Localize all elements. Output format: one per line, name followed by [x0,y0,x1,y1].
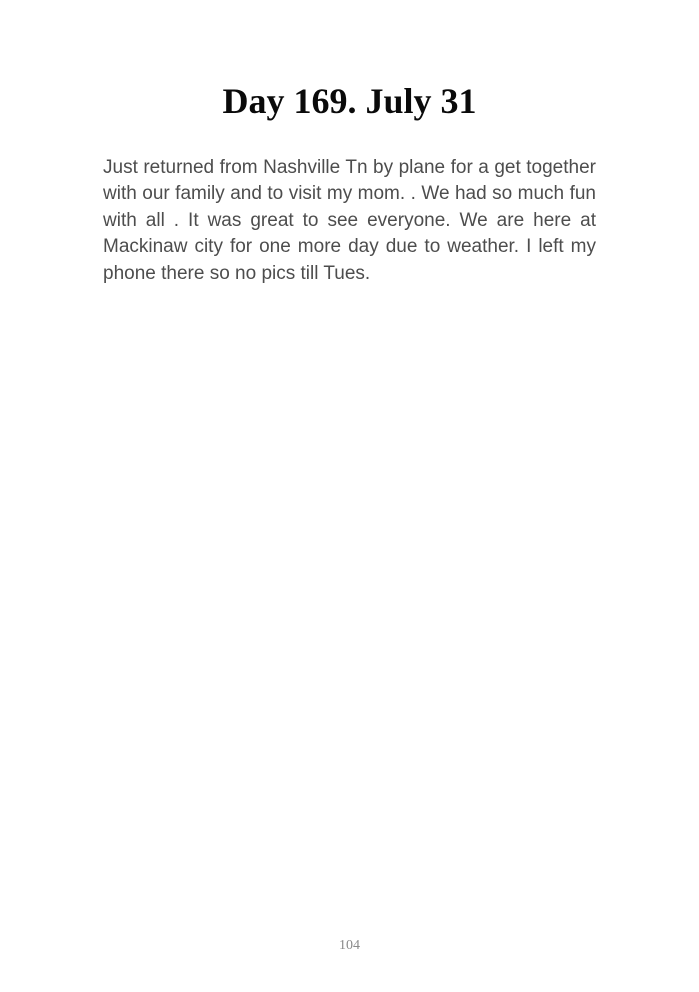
page-number: 104 [339,938,360,953]
body-paragraph: Just returned from Nashville Tn by plane for a get together with our family and to visit my mom. . We had so much fun with all . It was great to see everyone. We are here at Mackinaw city for one more day due to weather. I left my phone there so no pics till Tues. [103,156,596,284]
page-title: Day 169. July 31 [222,81,477,121]
